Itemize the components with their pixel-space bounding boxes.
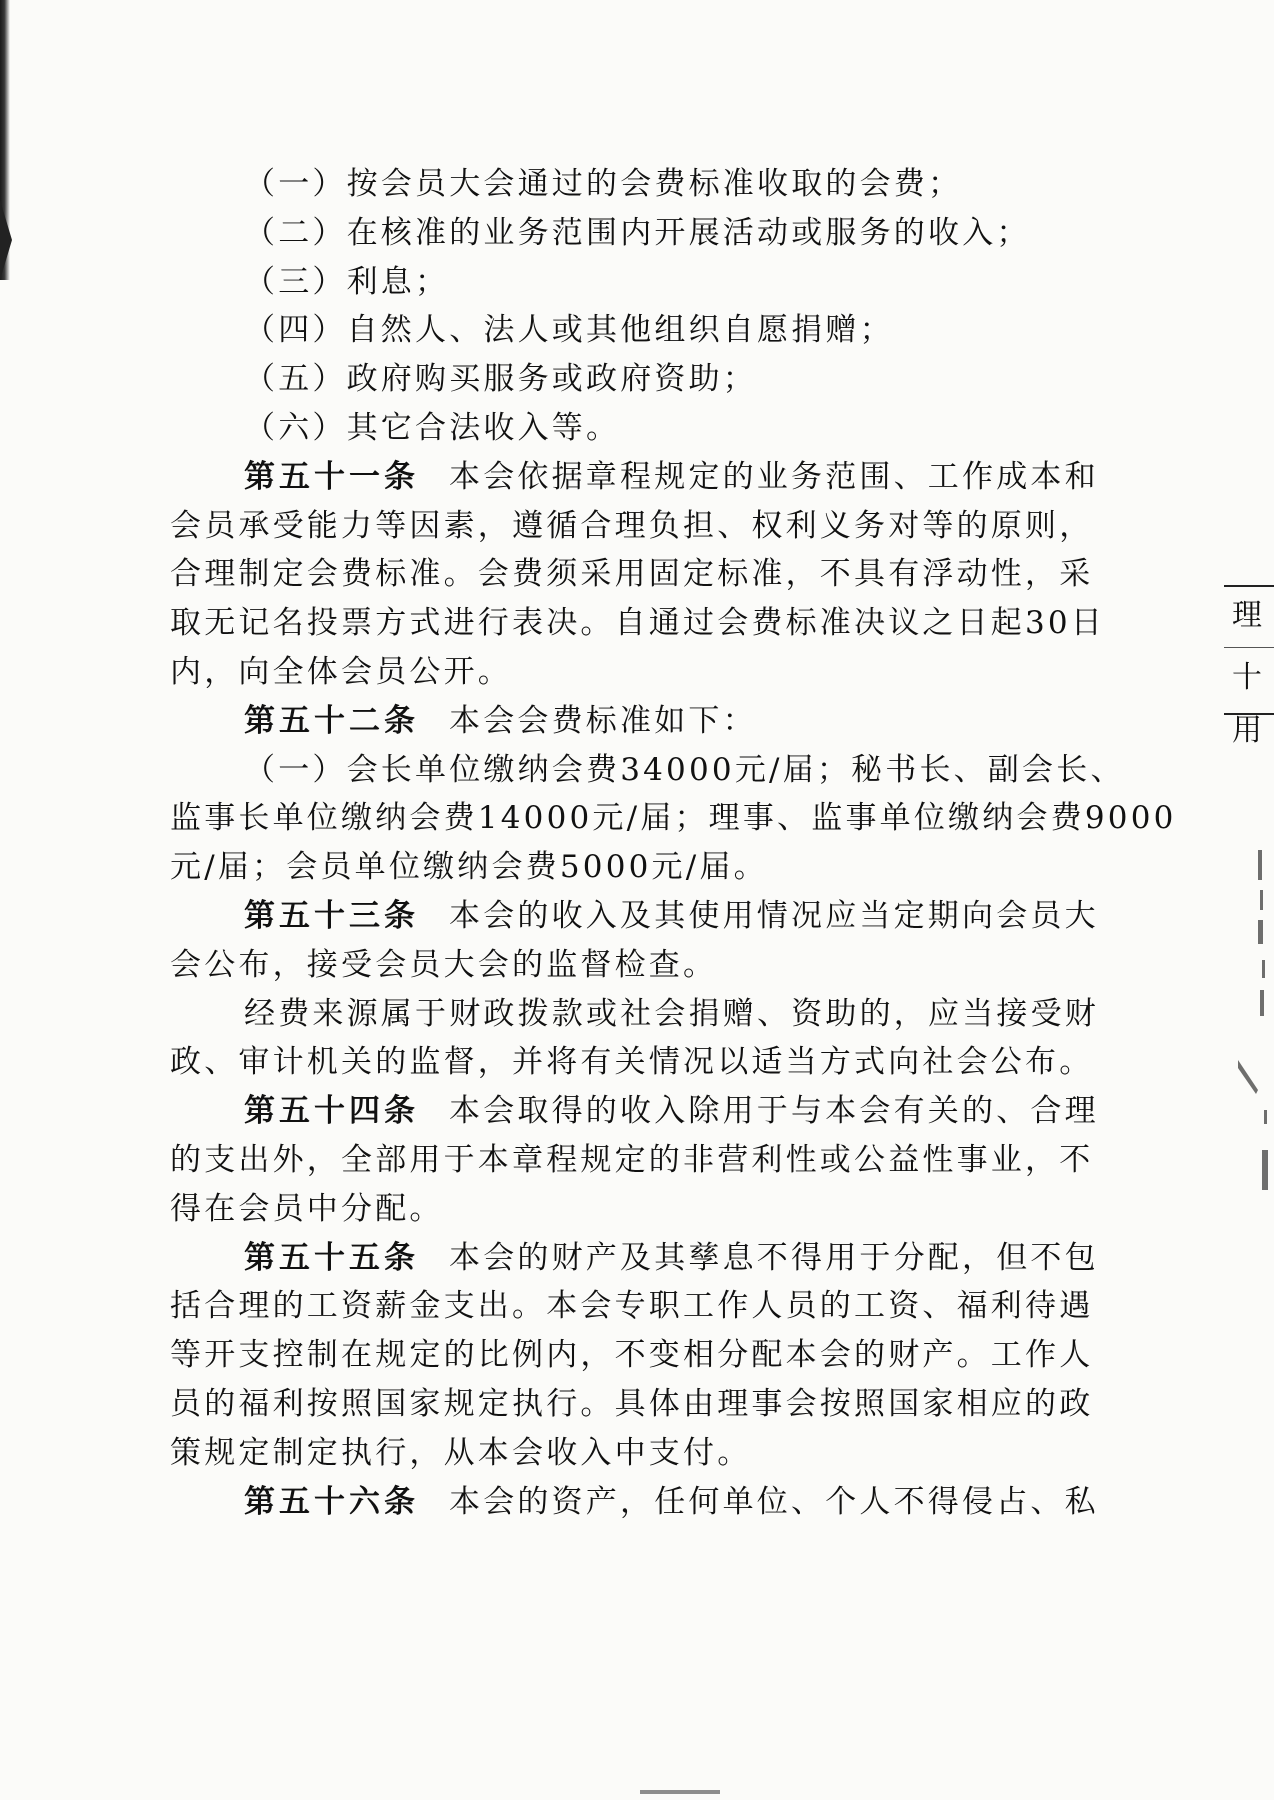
- article-text-line: 政、审计机关的监督，并将有关情况以适当方式向社会公布。: [170, 1044, 1094, 1081]
- article-text: 本会会费标准如下：: [449, 702, 757, 739]
- article-heading: 第五十一条: [244, 458, 419, 495]
- article-text-line: 等开支控制在规定的比例内，不变相分配本会的财产。工作人: [170, 1337, 1094, 1374]
- article-text-line: 会员承受能力等因素，遵循合理负担、权利义务对等的原则，: [170, 507, 1094, 544]
- scan-artifact-bottom: [640, 1790, 720, 1794]
- article-text: 本会取得的收入除用于与本会有关的、合理: [449, 1093, 1099, 1130]
- fragment-char: 十: [1232, 660, 1262, 695]
- article-text-line: 内，向全体会员公开。: [170, 653, 512, 690]
- article-text-line: 经费来源属于财政拨款或社会捐赠、资助的，应当接受财: [244, 995, 1099, 1032]
- income-item: （二）在核准的业务范围内开展活动或服务的收入；: [244, 214, 1031, 251]
- article-text: 本会依据章程规定的业务范围、工作成本和: [449, 458, 1099, 495]
- article-51-first-line: [170, 453, 1120, 502]
- article-text: 本会的收入及其使用情况应当定期向会员大: [449, 897, 1099, 934]
- adjacent-page-fragment-lower: [1224, 700, 1274, 770]
- article-53-first-line: [170, 892, 1120, 941]
- article-text-line: 员的福利按照国家规定执行。具体由理事会按照国家相应的政: [170, 1385, 1094, 1422]
- scan-noise: [1238, 850, 1274, 1210]
- income-item: （五）政府购买服务或政府资助；: [244, 361, 757, 398]
- fragment-char: 用: [1232, 713, 1262, 748]
- article-56-first-line: [170, 1478, 1120, 1527]
- income-item: （六）其它合法收入等。: [244, 409, 621, 446]
- article-text-line: 的支出外，全部用于本章程规定的非营利性或公益性事业，不: [170, 1141, 1094, 1178]
- article-text-line: 得在会员中分配。: [170, 1190, 444, 1227]
- article-text: 本会的财产及其孳息不得用于分配，但不包: [449, 1239, 1099, 1276]
- article-heading: 第五十四条: [244, 1093, 419, 1130]
- article-text-line: 合理制定会费标准。会费须采用固定标准，不具有浮动性，采: [170, 556, 1094, 593]
- article-text-line: 取无记名投票方式进行表决。自通过会费标准决议之日起30日: [170, 605, 1106, 642]
- scan-notch-left: [0, 200, 12, 280]
- article-heading: 第五十六条: [244, 1483, 419, 1520]
- article-text-line: 括合理的工资薪金支出。本会专职工作人员的工资、福利待遇: [170, 1288, 1094, 1325]
- fragment-char: 理: [1232, 598, 1262, 633]
- article-52-first-line: [170, 697, 1120, 746]
- document-page: [170, 160, 1177, 1526]
- income-item: （一）按会员大会通过的会费标准收取的会费；: [244, 166, 963, 202]
- income-item: （三）利息；: [244, 263, 450, 300]
- article-text-line: 元/届；会员单位缴纳会费5000元/届。: [170, 849, 768, 886]
- income-item: （四）自然人、法人或其他组织自愿捐赠；: [244, 312, 894, 349]
- article-text: 本会的资产，任何单位、个人不得侵占、私: [449, 1483, 1099, 1520]
- article-heading: 第五十二条: [244, 702, 419, 739]
- article-heading: 第五十五条: [244, 1239, 419, 1276]
- article-55-first-line: [170, 1234, 1120, 1283]
- article-text-line: 监事长单位缴纳会费14000元/届；理事、监事单位缴纳会费9000: [170, 800, 1177, 837]
- article-text-line: （一）会长单位缴纳会费34000元/届；秘书长、副会长、: [244, 751, 1125, 788]
- article-text-line: 策规定制定执行，从本会收入中支付。: [170, 1434, 752, 1471]
- article-text-line: 会公布，接受会员大会的监督检查。: [170, 946, 718, 983]
- article-54-first-line: [170, 1087, 1120, 1136]
- article-heading: 第五十三条: [244, 897, 419, 934]
